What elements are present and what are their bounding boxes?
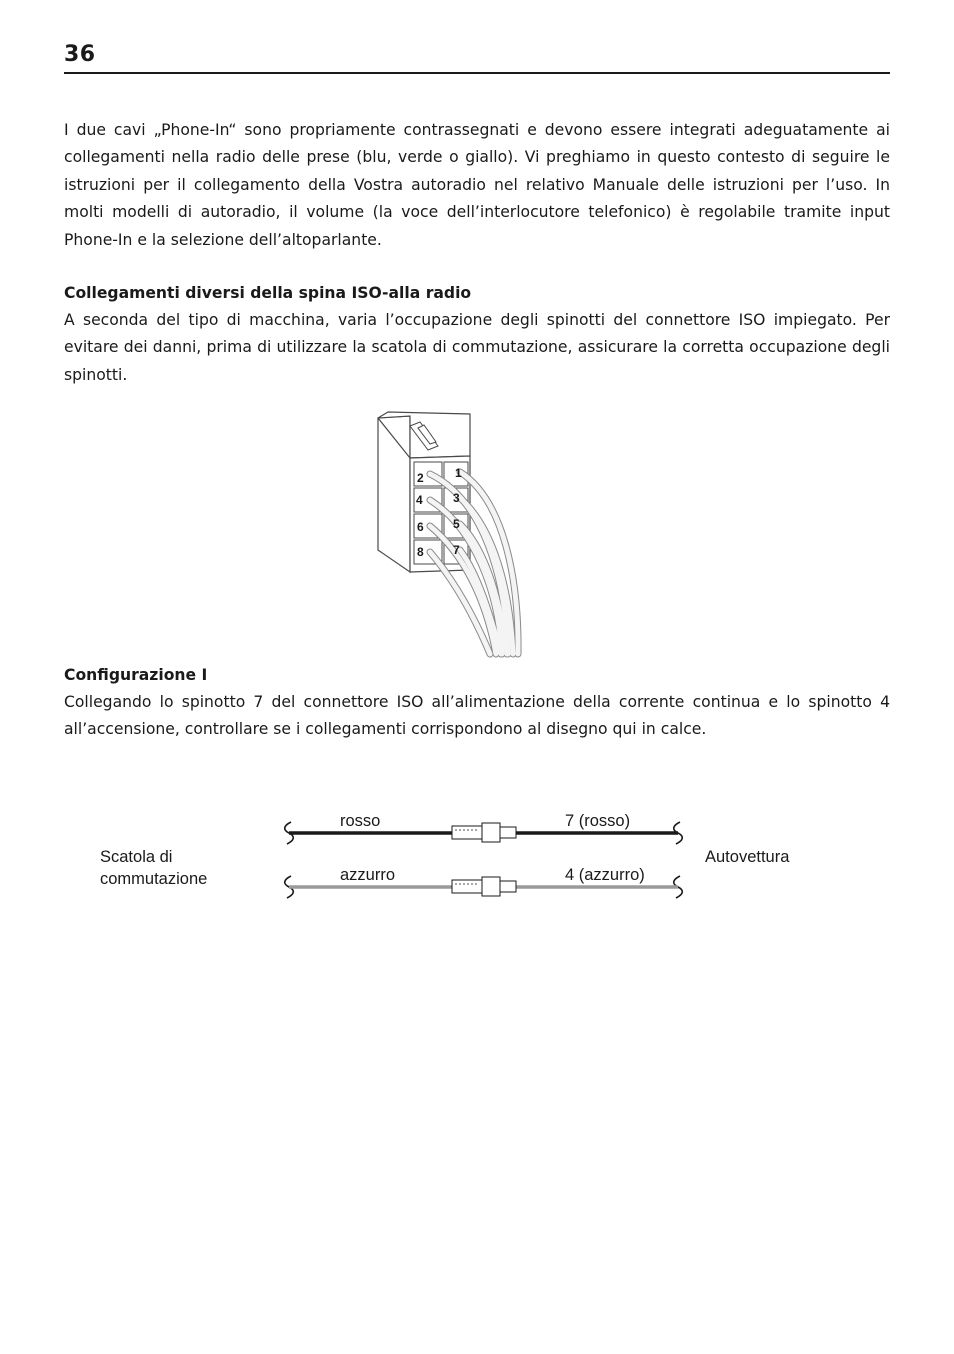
top-wire-right-label: 7 (rosso) (565, 812, 631, 830)
left-label-line2: commutazione (100, 870, 208, 888)
pin-label-1: 1 (455, 466, 462, 480)
pin-label-2: 2 (417, 471, 424, 485)
pin-label-5: 5 (453, 517, 460, 531)
intro-paragraph: I due cavi „Phone-In“ sono propriamente contrassegnati e devono essere integrati adeguatamente ai collegamenti nella radio delle prese (blu, verde o giallo). Vi preghiamo in questo contesto di seguire le istruzioni per il collegamento della Vostra autoradio nel relativo Manuale delle istruzioni per l’uso. In molti modelli di autoradio, il volume (la voce dell’interlocutore telefonico) è regolabile tramite input Phone-In e la selezione dell’altoparlante. (64, 121, 890, 249)
iso-section-heading: Collegamenti diversi della spina ISO-alla radio (64, 284, 472, 302)
pin-label-3: 3 (453, 491, 460, 505)
pin-label-6: 6 (417, 520, 424, 534)
pin-label-7: 7 (453, 543, 460, 557)
top-wire-left-label: rosso (340, 812, 381, 830)
pin-label-4: 4 (416, 493, 423, 507)
page-number: 36 (64, 42, 96, 67)
header-rule (64, 72, 890, 74)
iso-connector-illustration (374, 410, 534, 660)
right-label: Autovettura (705, 848, 790, 866)
iso-section-body: A seconda del tipo di macchina, varia l’occupazione degli spinotti del connettore ISO impiegato. Per evitare dei danni, prima di utilizzare la scatola di commutazione, assicurare la corretta occupazione degli spinotti. (64, 311, 890, 384)
config-section-body: Collegando lo spinotto 7 del connettore ISO all’alimentazione della corrente continua e lo spinotto 4 all’accensione, controllare se i collegamenti corrispondono al disegno qui in calce. (64, 693, 890, 739)
pin-label-8: 8 (417, 545, 424, 559)
wiring-diagram (90, 800, 830, 910)
config-section-heading: Configurazione I (64, 666, 208, 684)
bottom-wire-left-label: azzurro (340, 866, 396, 884)
left-label-line1: Scatola di (100, 848, 173, 866)
bottom-wire-right-label: 4 (azzurro) (565, 866, 645, 884)
